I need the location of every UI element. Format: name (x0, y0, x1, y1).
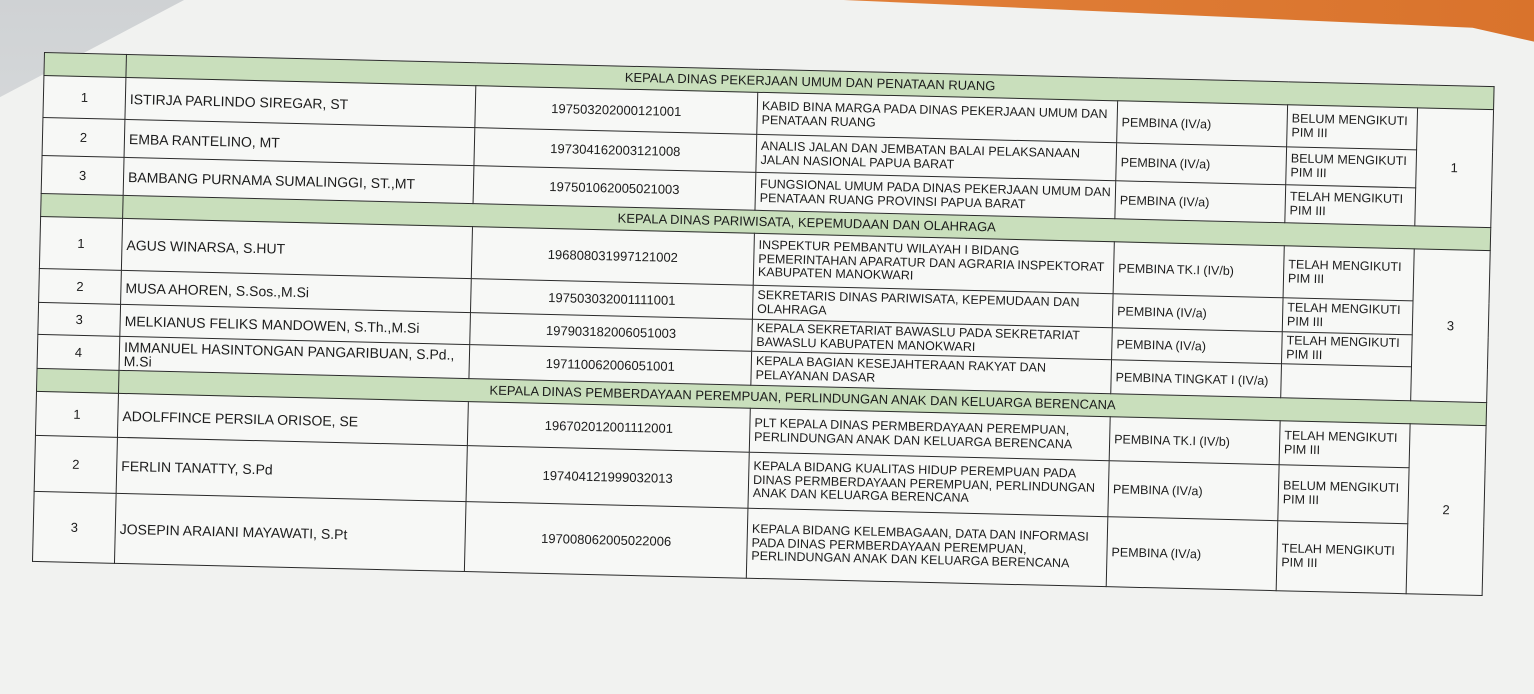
section-title: KEPALA DINAS PARIWISATA, KEPEMUDAAN DAN OLAHRAGA (123, 195, 1491, 250)
employee-position: INSPEKTUR PEMBANTU WILAYAH I BIDANG PEMERINTAHAN APARATUR DAN AGRARIA INSPEKTORAT KABUPATEN MANOKWARI (753, 233, 1114, 293)
training-status: TELAH MENGIKUTI PIM III (1281, 332, 1412, 367)
row-number: 1 (35, 391, 118, 437)
employee-rank: PEMBINA TK.I (IV/b) (1113, 242, 1284, 298)
employee-position: PLT KEPALA DINAS PERMBERDAYAAN PEREMPUAN, PERLINDUNGAN ANAK DAN KELUARGA BERENCANA (749, 408, 1110, 460)
employee-name: BAMBANG PURNAMA SUMALINGGI, ST.,MT (123, 157, 474, 203)
employee-nip: 197503202000121001 (475, 86, 758, 135)
employee-name: JOSEPIN ARAIANI MAYAWATI, S.Pt (114, 493, 466, 571)
employee-rank: PEMBINA (IV/a) (1106, 517, 1278, 591)
employee-position: ANALIS JALAN DAN JEMBATAN BALAI PELAKSANAAN JALAN NASIONAL PAPUA BARAT (756, 134, 1117, 180)
employee-name: IMMANUEL HASINTONGAN PANGARIBUAN, S.Pd., M.Si (119, 336, 470, 378)
training-status: BELUM MENGIKUTI PIM III (1278, 465, 1409, 524)
candidate-table (32, 52, 1495, 596)
row-number: 2 (42, 117, 125, 157)
employee-nip: 197304162003121008 (474, 128, 757, 173)
section-count: 1 (1415, 108, 1494, 228)
row-number: 1 (39, 216, 122, 270)
training-status: TELAH MENGIKUTI PIM III (1283, 246, 1414, 301)
employee-name: ISTIRJA PARLINDO SIREGAR, ST (125, 77, 476, 127)
employee-rank: PEMBINA (IV/a) (1116, 143, 1287, 185)
employee-position: KEPALA BAGIAN KESEJAHTERAAN RAKYAT DAN PELAYANAN DASAR (751, 351, 1112, 393)
employee-rank: PEMBINA (IV/a) (1112, 328, 1283, 364)
employee-nip: 197110062006051001 (469, 345, 752, 386)
employee-nip: 197903182006051003 (470, 313, 753, 352)
employee-nip: 197503032001111001 (470, 279, 753, 320)
employee-rank: PEMBINA (IV/a) (1115, 181, 1286, 223)
employee-name: ADOLFFINCE PERSILA ORISOE, SE (117, 393, 468, 445)
employee-name: AGUS WINARSA, S.HUT (121, 218, 472, 278)
row-number: 3 (41, 155, 124, 195)
training-status (1281, 364, 1412, 401)
employee-name: MUSA AHOREN, S.Sos.,M.Si (121, 270, 472, 312)
employee-rank: PEMBINA (IV/a) (1108, 461, 1279, 521)
section-count: 3 (1411, 249, 1491, 403)
section-title: KEPALA DINAS PEMBERDAYAAN PEREMPUAN, PERLINDUNGAN ANAK DAN KELUARGA BERENCANA (118, 370, 1486, 425)
training-status: TELAH MENGIKUTI PIM III (1276, 521, 1408, 594)
row-number: 2 (34, 435, 117, 493)
employee-position: FUNGSIONAL UMUM PADA DINAS PEKERJAAN UMUM DAN PENATAAN RUANG PROVINSI PAPUA BARAT (755, 172, 1116, 218)
employee-name: EMBA RANTELINO, MT (124, 119, 475, 165)
employee-position: KEPALA BIDANG KUALITAS HIDUP PEREMPUAN PADA DINAS PERMBERDAYAAN PEREMPUAN, PERLINDUNGAN ANAK DAN KELUARGA BERENCANA (748, 452, 1109, 516)
employee-position: SEKRETARIS DINAS PARIWISATA, KEPEMUDAAN DAN OLAHRAGA (752, 285, 1113, 327)
employee-rank: PEMBINA TINGKAT I (IV/a) (1111, 360, 1282, 398)
employee-position: KEPALA BIDANG KELEMBAGAAN, DATA DAN INFORMASI PADA DINAS PERMBERDAYAAN PEREMPUAN, PERLINDUNGAN ANAK DAN KELUARGA BERENCANA (746, 508, 1108, 586)
employee-nip: 196702012001112001 (467, 402, 750, 453)
training-status: TELAH MENGIKUTI PIM III (1279, 421, 1410, 468)
section-count: 2 (1406, 424, 1486, 596)
training-status: BELUM MENGIKUTI PIM III (1287, 105, 1418, 150)
row-number: 3 (38, 302, 121, 336)
document-sheet (32, 52, 1494, 596)
training-status: BELUM MENGIKUTI PIM III (1286, 147, 1417, 188)
employee-position: KEPALA SEKRETARIAT BAWASLU PADA SEKRETARIAT BAWASLU KABUPATEN MANOKWARI (752, 319, 1113, 359)
employee-nip: 196808031997121002 (471, 227, 754, 286)
employee-nip: 197008062005022006 (464, 502, 748, 579)
employee-rank: PEMBINA TK.I (IV/b) (1109, 417, 1280, 465)
employee-name: MELKIANUS FELIKS MANDOWEN, S.Th.,M.Si (120, 304, 471, 344)
employee-nip: 197501062005021003 (473, 166, 756, 211)
employee-position: KABID BINA MARGA PADA DINAS PEKERJAAN UMUM DAN PENATAAN RUANG (757, 92, 1118, 142)
row-number: 3 (32, 491, 116, 563)
training-status: TELAH MENGIKUTI PIM III (1285, 185, 1416, 226)
section-title: KEPALA DINAS PEKERJAAN UMUM DAN PENATAAN RUANG (126, 54, 1494, 109)
row-number: 2 (39, 268, 122, 304)
row-number: 4 (37, 334, 120, 370)
employee-rank: PEMBINA (IV/a) (1112, 294, 1283, 332)
employee-rank: PEMBINA (IV/a) (1117, 101, 1288, 147)
employee-nip: 197404121999032013 (466, 446, 749, 509)
employee-name: FERLIN TANATTY, S.Pd (116, 437, 467, 501)
training-status: TELAH MENGIKUTI PIM III (1282, 298, 1413, 335)
row-number: 1 (43, 76, 126, 120)
